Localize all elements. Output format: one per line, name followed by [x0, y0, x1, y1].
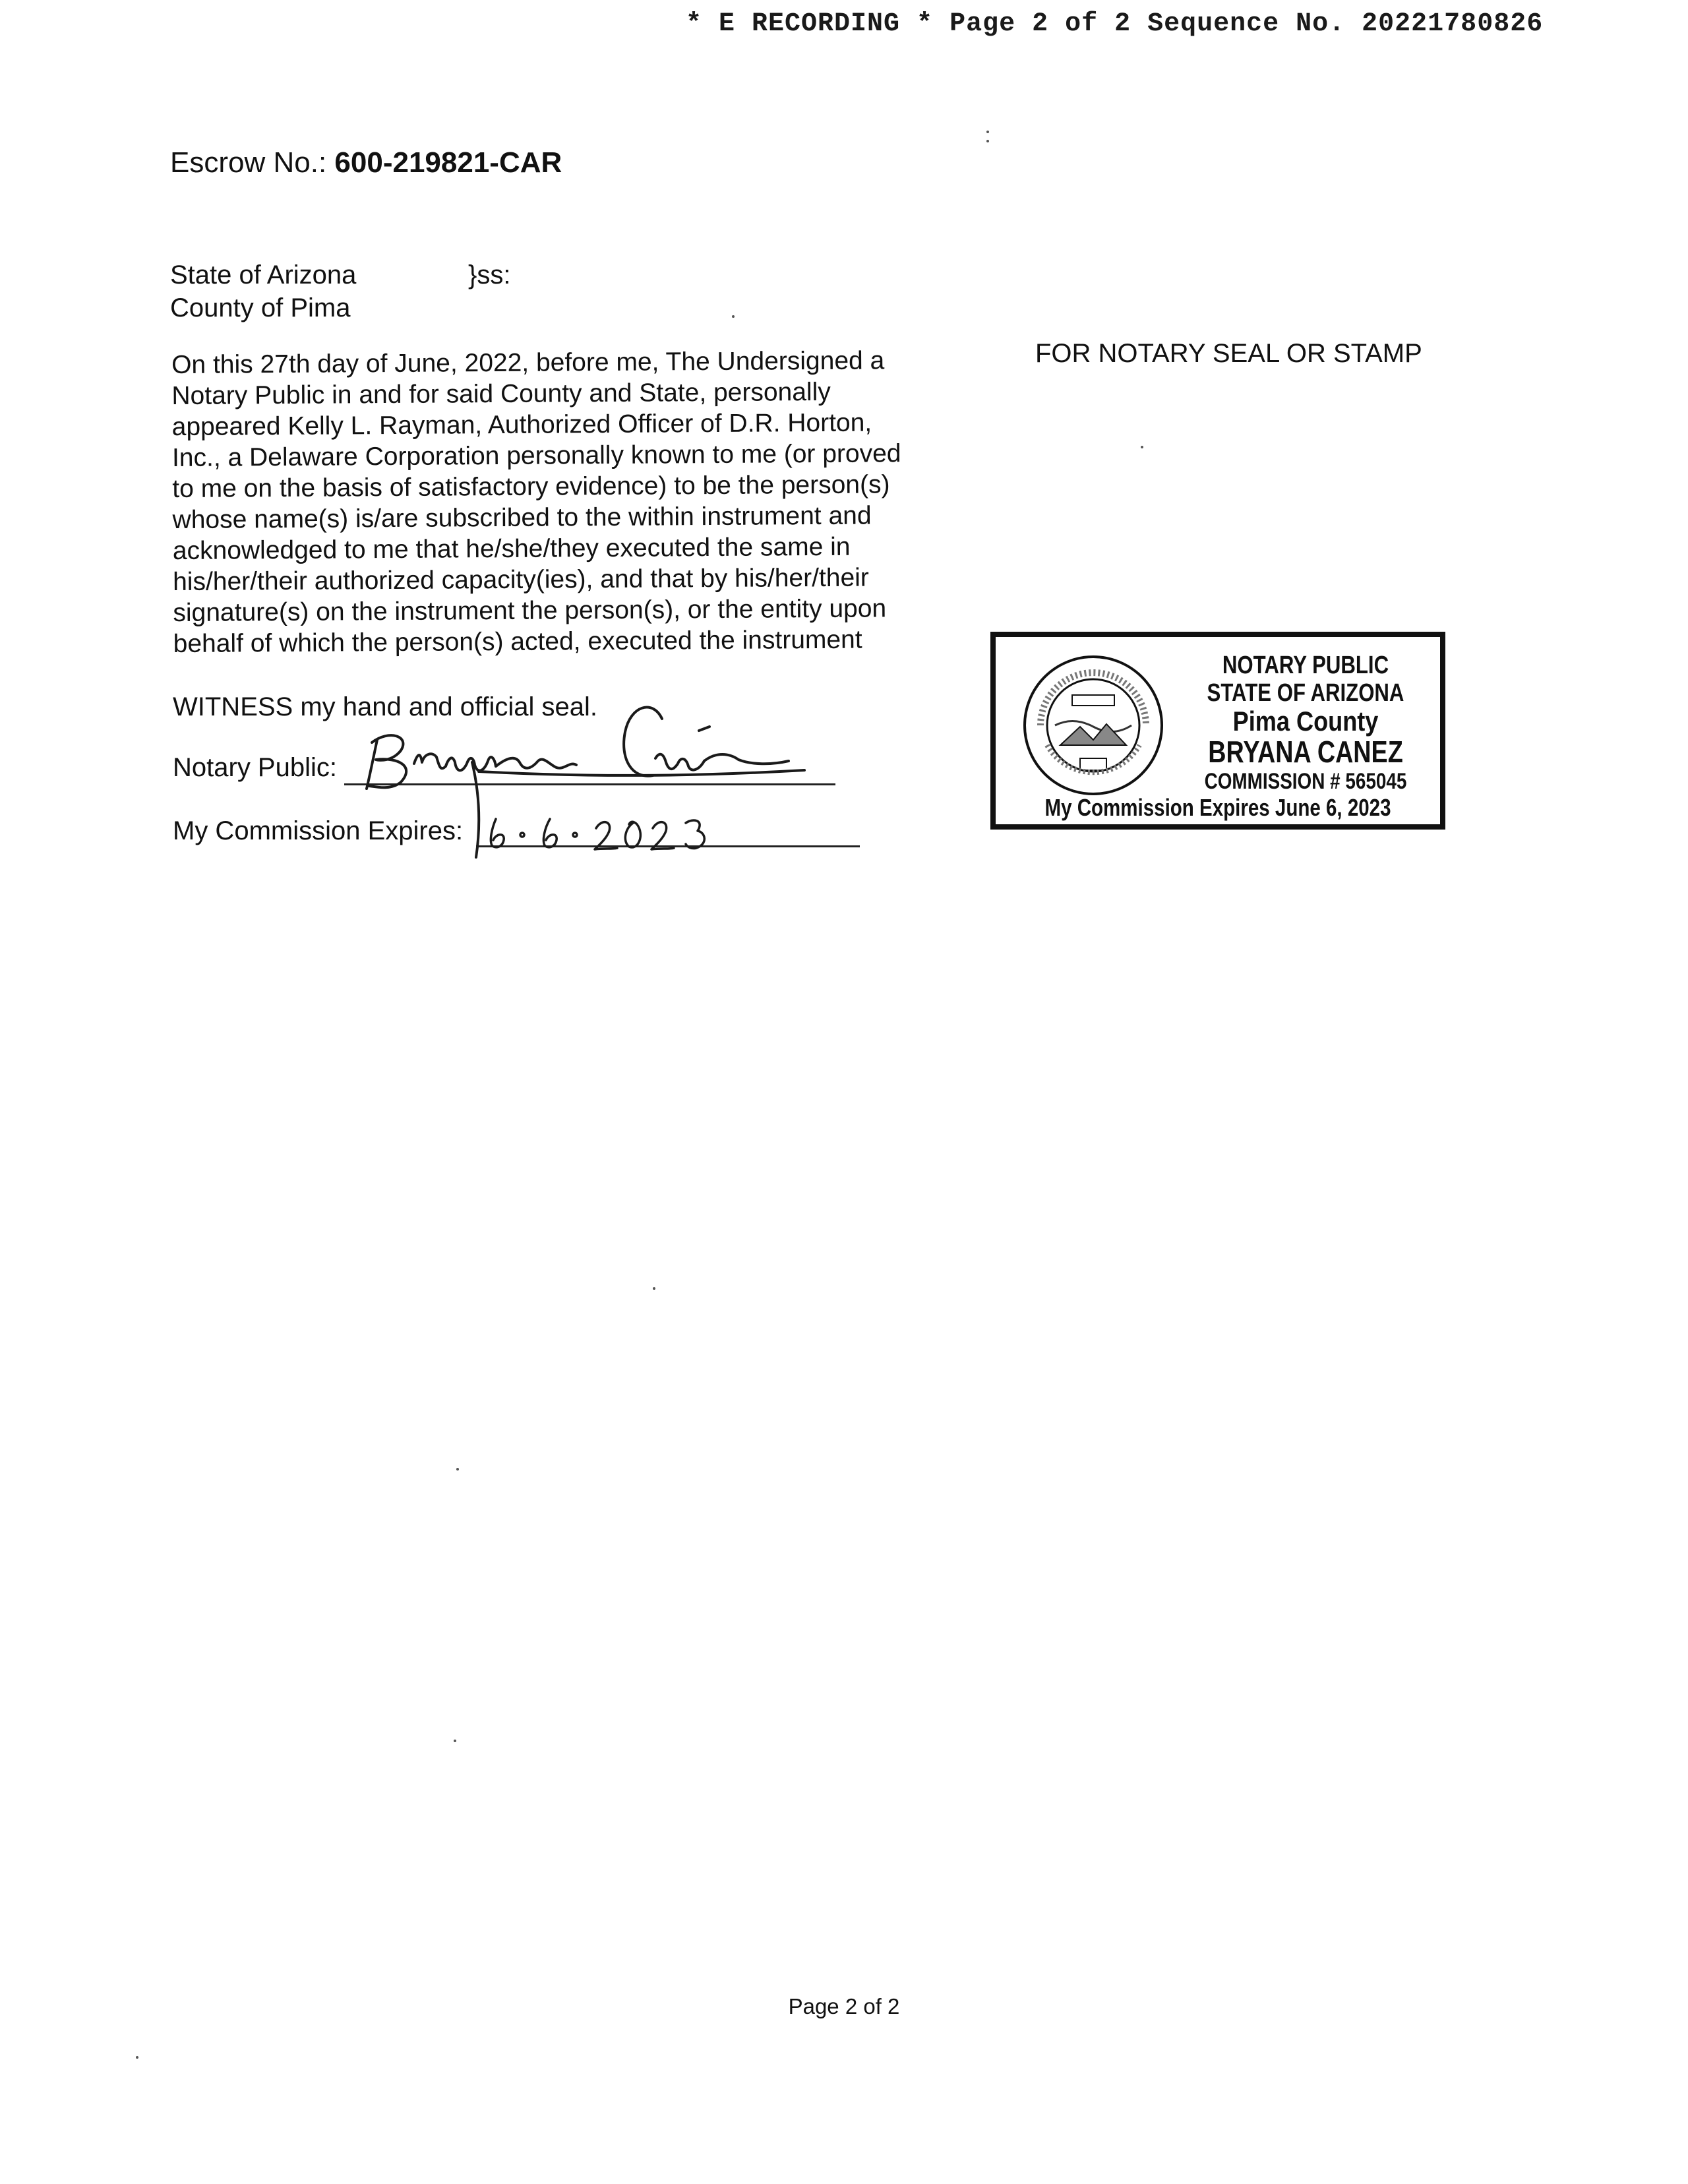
ack-line: behalf of which the person(s) acted, executed the instrument [173, 625, 862, 658]
scan-speck [732, 315, 735, 318]
notary-signature-row [173, 753, 337, 783]
ack-line: whose name(s) is/are subscribed to the within instrument and [172, 501, 872, 534]
ack-line: to me on the basis of satisfactory evidence) to be the person(s) [172, 470, 890, 503]
great-seal-emblem [1021, 653, 1166, 798]
scan-speck [986, 131, 989, 133]
ack-line: signature(s) on the instrument the person(s), or the entity upon [173, 594, 887, 627]
ack-line: On this 27th day of June, 2022, before me, The Undersigned a [171, 346, 885, 379]
scan-speck [1141, 446, 1143, 448]
handwritten-signature [343, 679, 844, 864]
venue-ss: }ss: [468, 260, 511, 289]
recording-header: * E RECORDING * Page 2 of 2 Sequence No. 20221780826 [686, 9, 1544, 39]
ack-line: his/her/their authorized capacity(ies), and that by his/her/their [173, 563, 869, 596]
expires-label: My Commission Expires: [173, 816, 464, 845]
stamp-notary-name: BRYANA CANEZ [1208, 735, 1403, 769]
stamp-commission: COMMISSION # 565045 [1204, 769, 1407, 794]
seal-area-label: FOR NOTARY SEAL OR STAMP [1035, 339, 1422, 368]
ack-line: acknowledged to me that he/she/they executed the same in [172, 532, 851, 565]
ack-line: Notary Public in and for said County and State, personally [171, 377, 831, 410]
escrow-number: 600-219821-CAR [334, 146, 562, 179]
scan-speck [986, 140, 989, 142]
ack-line: Inc., a Delaware Corporation personally known to me (or proved [171, 439, 901, 472]
venue-state: State of Arizona [170, 260, 357, 289]
notary-stamp [990, 632, 1445, 830]
escrow-number-line [170, 146, 562, 179]
venue-block [170, 258, 511, 324]
ack-line: appeared Kelly L. Rayman, Authorized Officer of D.R. Horton, [171, 408, 872, 441]
expiry-date-text: 6·6·2023 [343, 679, 346, 680]
stamp-county: Pima County [1232, 706, 1379, 737]
scan-speck [454, 1740, 456, 1742]
venue-county: County of Pima [170, 293, 351, 322]
witness-text: WITNESS my hand and official seal. [173, 692, 597, 721]
notary-label: Notary Public: [173, 753, 337, 782]
stamp-text [1174, 652, 1437, 795]
stamp-title: NOTARY PUBLIC [1222, 652, 1389, 679]
scan-speck [456, 1468, 459, 1471]
scan-speck [136, 2056, 138, 2059]
page-footer: Page 2 of 2 [788, 1994, 900, 2018]
scan-speck [653, 1287, 655, 1290]
stamp-expiration: My Commission Expires June 6, 2023 [1044, 794, 1391, 821]
escrow-label: Escrow No.: [170, 146, 327, 179]
stamp-state: STATE OF ARIZONA [1207, 679, 1404, 707]
acknowledgment-paragraph [171, 345, 946, 659]
